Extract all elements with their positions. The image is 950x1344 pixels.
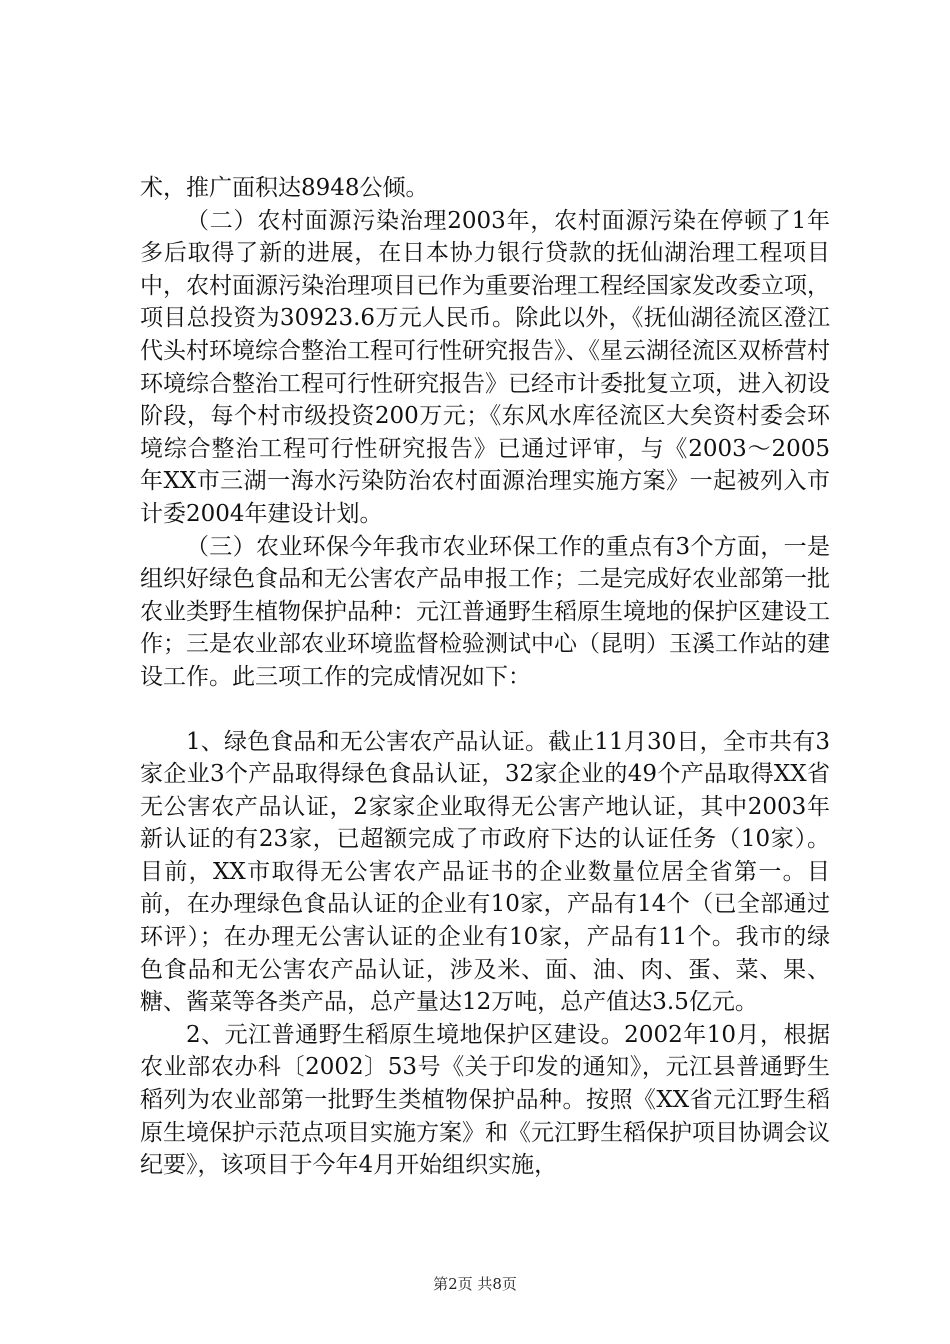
document-body [140, 172, 830, 1182]
page-number-footer: 第2页 共8页 [433, 1275, 517, 1293]
paragraph-rural-pollution: （二）农村面源污染治理2003年，农村面源污染在停顿了1年多后取得了新的进展，在日本协力银行贷款的抚仙湖治理工程项目中，农村面源污染治理项目已作为重要治理工程经国家发改委立项，项目总投资为30923.6万元人民币。除此以外，《抚仙湖径流区澄江代头村环境综合整治工程可行性研究报告》、《星云湖径流区双桥营村环境综合整治工程可行性研究报告》已经市计委批复立项，进入初设阶段，每个村市级投资200万元；《东风水库径流区大矣资村委会环境综合整治工程可行性研究报告》已通过评审，与《2003～2005年XX市三湖一海水污染防治农村面源治理实施方案》一起被列入市计委2004年建设计划。 [140, 207, 830, 527]
paragraph-green-food-certification: 1、绿色食品和无公害农产品认证。截止11月30日，全市共有3家企业3个产品取得绿色食品认证，32家企业的49个产品取得XX省无公害农产品认证，2家家企业取得无公害产地认证，其中2003年新认证的有23家，已超额完成了市政府下达的认证任务（10家）。目前，XX市取得无公害农产品证书的企业数量位居全省第一。目前，在办理绿色食品认证的企业有10家，产品有14个（已全部通过环评）；在办理无公害认证的企业有10家，产品有11个。我市的绿色食品和无公害农产品认证，涉及米、面、油、肉、蛋、菜、果、糖、酱菜等各类产品，总产量达12万吨，总产值达3.5亿元。 [140, 728, 830, 1016]
paragraph-wild-rice-protection: 2、元江普通野生稻原生境地保护区建设。2002年10月，根据农业部农办科〔2002〕53号《关于印发的通知》，元江县普通野生稻列为农业部第一批野生类植物保护品种。按照《XX省元江野生稻原生境保护示范点项目实施方案》和《元江野生稻保护项目协调会议纪要》，该项目于今年4月开始组织实施， [140, 1021, 830, 1179]
paragraph-continuation: 术，推广面积达8948公倾。 [140, 175, 429, 201]
paragraph-agri-environment: （三）农业环保今年我市农业环保工作的重点有3个方面，一是组织好绿色食品和无公害农产品申报工作；二是完成好农业部第一批农业类野生植物保护品种：元江普通野生稻原生境地的保护区建设工作；三是农业部农业环境监督检验测试中心（昆明）玉溪工作站的建设工作。此三项工作的完成情况如下： [140, 533, 830, 690]
